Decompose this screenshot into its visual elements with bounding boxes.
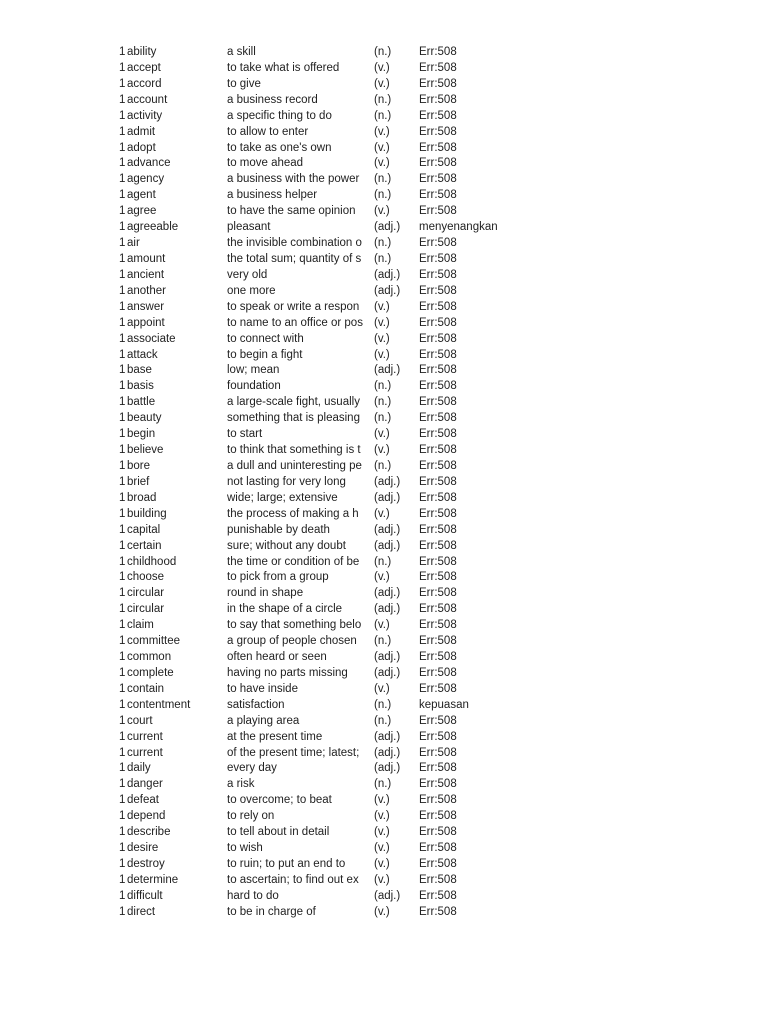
level-cell: 1 [119, 189, 126, 202]
definition-cell: the time or condition of be [227, 555, 360, 568]
part-of-speech-cell: (v.) [374, 141, 390, 154]
word-cell: believe [127, 444, 164, 457]
level-cell: 1 [119, 666, 126, 679]
part-of-speech-cell: (v.) [374, 858, 390, 871]
definition-cell: a specific thing to do [227, 109, 332, 122]
definition-cell: sure; without any doubt [227, 539, 346, 552]
definition-cell: one more [227, 284, 276, 297]
definition-cell: a dull and uninteresting pe [227, 459, 362, 472]
word-cell: battle [127, 396, 156, 409]
part-of-speech-cell: (v.) [374, 444, 390, 457]
word-cell: another [127, 284, 167, 297]
word-cell: current [127, 746, 163, 759]
word-cell: base [127, 364, 152, 377]
part-of-speech-cell: (v.) [374, 810, 390, 823]
part-of-speech-cell: (v.) [374, 428, 390, 441]
word-cell: basis [127, 380, 154, 393]
level-cell: 1 [119, 842, 126, 855]
part-of-speech-cell: (n.) [374, 714, 392, 727]
level-cell: 1 [119, 141, 126, 154]
definition-cell: foundation [227, 380, 281, 393]
level-cell: 1 [119, 539, 126, 552]
part-of-speech-cell: (adj.) [374, 730, 401, 743]
part-of-speech-cell: (adj.) [374, 221, 401, 234]
level-cell: 1 [119, 794, 126, 807]
part-of-speech-cell: (n.) [374, 380, 392, 393]
word-cell: accord [127, 77, 162, 90]
translation-cell: Err:508 [419, 858, 457, 871]
word-cell: committee [127, 635, 181, 648]
level-cell: 1 [119, 109, 126, 122]
part-of-speech-cell: (v.) [374, 794, 390, 807]
level-cell: 1 [119, 412, 126, 425]
word-cell: advance [127, 157, 171, 170]
definition-cell: having no parts missing [227, 666, 348, 679]
word-cell: accept [127, 61, 161, 74]
translation-cell: Err:508 [419, 539, 457, 552]
definition-cell: in the shape of a circle [227, 603, 343, 616]
level-cell: 1 [119, 635, 126, 648]
translation-cell: Err:508 [419, 284, 457, 297]
level-cell: 1 [119, 300, 126, 313]
level-cell: 1 [119, 61, 126, 74]
word-cell: agree [127, 205, 157, 218]
translation-cell: Err:508 [419, 348, 457, 361]
word-cell: attack [127, 348, 158, 361]
definition-cell: to allow to enter [227, 125, 309, 138]
translation-cell: Err:508 [419, 826, 457, 839]
level-cell: 1 [119, 619, 126, 632]
word-cell: adopt [127, 141, 156, 154]
word-cell: admit [127, 125, 156, 138]
translation-cell: Err:508 [419, 873, 457, 886]
definition-cell: wide; large; extensive [227, 491, 338, 504]
definition-cell: to ruin; to put an end to [227, 858, 346, 871]
translation-cell: Err:508 [419, 635, 457, 648]
word-cell: complete [127, 666, 174, 679]
translation-cell: Err:508 [419, 491, 457, 504]
translation-cell: menyenangkan [419, 221, 498, 234]
level-cell: 1 [119, 778, 126, 791]
part-of-speech-cell: (v.) [374, 316, 390, 329]
part-of-speech-cell: (v.) [374, 77, 390, 90]
definition-cell: hard to do [227, 889, 279, 902]
level-cell: 1 [119, 889, 126, 902]
definition-cell: satisfaction [227, 698, 285, 711]
translation-cell: Err:508 [419, 380, 457, 393]
definition-cell: the invisible combination o [227, 237, 362, 250]
definition-cell: to wish [227, 842, 263, 855]
translation-cell: Err:508 [419, 268, 457, 281]
word-cell: contain [127, 682, 165, 695]
translation-cell: Err:508 [419, 603, 457, 616]
definition-cell: not lasting for very long [227, 475, 346, 488]
definition-cell: something that is pleasing [227, 412, 360, 425]
level-cell: 1 [119, 555, 126, 568]
level-cell: 1 [119, 651, 126, 664]
translation-cell: Err:508 [419, 428, 457, 441]
level-cell: 1 [119, 507, 126, 520]
word-cell: circular [127, 587, 165, 600]
word-cell: difficult [127, 889, 163, 902]
definition-cell: to say that something belo [227, 619, 362, 632]
word-cell: appoint [127, 316, 165, 329]
translation-cell: Err:508 [419, 332, 457, 345]
part-of-speech-cell: (v.) [374, 826, 390, 839]
translation-cell: Err:508 [419, 444, 457, 457]
level-cell: 1 [119, 46, 126, 58]
part-of-speech-cell: (adj.) [374, 762, 401, 775]
translation-cell: Err:508 [419, 842, 457, 855]
level-cell: 1 [119, 173, 126, 186]
translation-cell: Err:508 [419, 619, 457, 632]
word-cell: bore [127, 459, 151, 472]
part-of-speech-cell: (n.) [374, 698, 392, 711]
definition-cell: of the present time; latest; [227, 746, 360, 759]
translation-cell: Err:508 [419, 61, 457, 74]
definition-cell: to give [227, 77, 261, 90]
part-of-speech-cell: (adj.) [374, 268, 401, 281]
definition-cell: pleasant [227, 221, 271, 234]
level-cell: 1 [119, 428, 126, 441]
level-cell: 1 [119, 93, 126, 106]
definition-cell: often heard or seen [227, 651, 327, 664]
translation-cell: Err:508 [419, 730, 457, 743]
translation-cell: kepuasan [419, 698, 469, 711]
level-cell: 1 [119, 571, 126, 584]
level-cell: 1 [119, 826, 126, 839]
part-of-speech-cell: (v.) [374, 619, 390, 632]
definition-cell: low; mean [227, 364, 280, 377]
translation-cell: Err:508 [419, 412, 457, 425]
definition-cell: a risk [227, 778, 255, 791]
definition-cell: a playing area [227, 714, 300, 727]
translation-cell: Err:508 [419, 746, 457, 759]
translation-cell: Err:508 [419, 77, 457, 90]
level-cell: 1 [119, 237, 126, 250]
part-of-speech-cell: (n.) [374, 635, 392, 648]
definition-cell: to take what is offered [227, 61, 340, 74]
level-cell: 1 [119, 873, 126, 886]
translation-cell: Err:508 [419, 157, 457, 170]
part-of-speech-cell: (v.) [374, 348, 390, 361]
part-of-speech-cell: (adj.) [374, 746, 401, 759]
word-cell: certain [127, 539, 162, 552]
part-of-speech-cell: (v.) [374, 205, 390, 218]
part-of-speech-cell: (v.) [374, 571, 390, 584]
definition-cell: a business helper [227, 189, 318, 202]
definition-cell: to speak or write a respon [227, 300, 360, 313]
level-cell: 1 [119, 252, 126, 265]
level-cell: 1 [119, 587, 126, 600]
translation-cell: Err:508 [419, 364, 457, 377]
definition-cell: a large-scale fight, usually [227, 396, 360, 409]
part-of-speech-cell: (n.) [374, 173, 392, 186]
word-cell: air [127, 237, 140, 250]
translation-cell: Err:508 [419, 810, 457, 823]
definition-cell: every day [227, 762, 277, 775]
word-cell: brief [127, 475, 150, 488]
word-cell: defeat [127, 794, 159, 807]
translation-cell: Err:508 [419, 794, 457, 807]
level-cell: 1 [119, 125, 126, 138]
level-cell: 1 [119, 730, 126, 743]
word-cell: court [127, 714, 153, 727]
part-of-speech-cell: (adj.) [374, 539, 401, 552]
definition-cell: to have inside [227, 682, 298, 695]
part-of-speech-cell: (v.) [374, 61, 390, 74]
part-of-speech-cell: (adj.) [374, 364, 401, 377]
part-of-speech-cell: (n.) [374, 109, 392, 122]
definition-cell: a business record [227, 93, 318, 106]
word-cell: describe [127, 826, 171, 839]
word-cell: capital [127, 523, 161, 536]
word-cell: contentment [127, 698, 191, 711]
translation-cell: Err:508 [419, 507, 457, 520]
word-cell: desire [127, 842, 159, 855]
word-cell: building [127, 507, 167, 520]
level-cell: 1 [119, 348, 126, 361]
definition-cell: the process of making a h [227, 507, 359, 520]
definition-cell: to overcome; to beat [227, 794, 332, 807]
level-cell: 1 [119, 475, 126, 488]
translation-cell: Err:508 [419, 905, 457, 918]
word-cell: broad [127, 491, 157, 504]
definition-cell: to start [227, 428, 263, 441]
part-of-speech-cell: (adj.) [374, 889, 401, 902]
part-of-speech-cell: (adj.) [374, 651, 401, 664]
translation-cell: Err:508 [419, 651, 457, 664]
part-of-speech-cell: (n.) [374, 46, 392, 58]
level-cell: 1 [119, 714, 126, 727]
definition-cell: to be in charge of [227, 905, 316, 918]
translation-cell: Err:508 [419, 682, 457, 695]
translation-cell: Err:508 [419, 523, 457, 536]
definition-cell: to think that something is t [227, 444, 361, 457]
definition-cell: to pick from a group [227, 571, 329, 584]
level-cell: 1 [119, 157, 126, 170]
definition-cell: to connect with [227, 332, 304, 345]
part-of-speech-cell: (adj.) [374, 475, 401, 488]
part-of-speech-cell: (n.) [374, 252, 392, 265]
translation-cell: Err:508 [419, 252, 457, 265]
definition-cell: punishable by death [227, 523, 330, 536]
level-cell: 1 [119, 444, 126, 457]
level-cell: 1 [119, 380, 126, 393]
part-of-speech-cell: (adj.) [374, 523, 401, 536]
level-cell: 1 [119, 332, 126, 345]
translation-cell: Err:508 [419, 762, 457, 775]
definition-cell: to have the same opinion [227, 205, 356, 218]
translation-cell: Err:508 [419, 889, 457, 902]
translation-cell: Err:508 [419, 141, 457, 154]
word-cell: direct [127, 905, 156, 918]
translation-cell: Err:508 [419, 109, 457, 122]
translation-cell: Err:508 [419, 125, 457, 138]
level-cell: 1 [119, 221, 126, 234]
word-cell: daily [127, 762, 151, 775]
translation-cell: Err:508 [419, 475, 457, 488]
level-cell: 1 [119, 905, 126, 918]
translation-cell: Err:508 [419, 666, 457, 679]
translation-cell: Err:508 [419, 571, 457, 584]
definition-cell: to move ahead [227, 157, 304, 170]
word-cell: agency [127, 173, 165, 186]
word-cell: beauty [127, 412, 162, 425]
part-of-speech-cell: (n.) [374, 237, 392, 250]
level-cell: 1 [119, 746, 126, 759]
level-cell: 1 [119, 523, 126, 536]
word-cell: childhood [127, 555, 177, 568]
part-of-speech-cell: (adj.) [374, 603, 401, 616]
translation-cell: Err:508 [419, 189, 457, 202]
part-of-speech-cell: (v.) [374, 905, 390, 918]
translation-cell: Err:508 [419, 205, 457, 218]
word-cell: ability [127, 46, 157, 58]
word-cell: current [127, 730, 163, 743]
part-of-speech-cell: (v.) [374, 507, 390, 520]
level-cell: 1 [119, 77, 126, 90]
translation-cell: Err:508 [419, 555, 457, 568]
word-cell: begin [127, 428, 156, 441]
level-cell: 1 [119, 682, 126, 695]
translation-cell: Err:508 [419, 459, 457, 472]
word-cell: choose [127, 571, 165, 584]
part-of-speech-cell: (v.) [374, 157, 390, 170]
level-cell: 1 [119, 396, 126, 409]
definition-cell: the total sum; quantity of s [227, 252, 362, 265]
definition-cell: round in shape [227, 587, 304, 600]
definition-cell: to ascertain; to find out ex [227, 873, 359, 886]
word-cell: answer [127, 300, 165, 313]
definition-cell: very old [227, 268, 268, 281]
word-cell: activity [127, 109, 163, 122]
definition-cell: to tell about in detail [227, 826, 330, 839]
definition-cell: to take as one's own [227, 141, 332, 154]
word-cell: determine [127, 873, 179, 886]
part-of-speech-cell: (v.) [374, 842, 390, 855]
word-cell: agreeable [127, 221, 179, 234]
word-cell: claim [127, 619, 154, 632]
word-cell: circular [127, 603, 165, 616]
part-of-speech-cell: (n.) [374, 412, 392, 425]
definition-cell: to name to an office or pos [227, 316, 363, 329]
part-of-speech-cell: (n.) [374, 396, 392, 409]
translation-cell: Err:508 [419, 778, 457, 791]
translation-cell: Err:508 [419, 316, 457, 329]
translation-cell: Err:508 [419, 300, 457, 313]
part-of-speech-cell: (v.) [374, 332, 390, 345]
part-of-speech-cell: (adj.) [374, 666, 401, 679]
word-cell: amount [127, 252, 166, 265]
part-of-speech-cell: (n.) [374, 778, 392, 791]
level-cell: 1 [119, 364, 126, 377]
definition-cell: to rely on [227, 810, 275, 823]
level-cell: 1 [119, 491, 126, 504]
part-of-speech-cell: (adj.) [374, 284, 401, 297]
definition-cell: a business with the power [227, 173, 360, 186]
translation-cell: Err:508 [419, 396, 457, 409]
translation-cell: Err:508 [419, 46, 457, 58]
translation-cell: Err:508 [419, 93, 457, 106]
part-of-speech-cell: (adj.) [374, 491, 401, 504]
translation-cell: Err:508 [419, 714, 457, 727]
level-cell: 1 [119, 603, 126, 616]
word-cell: danger [127, 778, 163, 791]
translation-cell: Err:508 [419, 173, 457, 186]
word-cell: common [127, 651, 172, 664]
part-of-speech-cell: (v.) [374, 682, 390, 695]
word-cell: destroy [127, 858, 165, 871]
level-cell: 1 [119, 284, 126, 297]
word-cell: depend [127, 810, 166, 823]
word-cell: agent [127, 189, 156, 202]
part-of-speech-cell: (n.) [374, 189, 392, 202]
word-cell: ancient [127, 268, 165, 281]
part-of-speech-cell: (adj.) [374, 587, 401, 600]
level-cell: 1 [119, 762, 126, 775]
part-of-speech-cell: (n.) [374, 555, 392, 568]
level-cell: 1 [119, 205, 126, 218]
part-of-speech-cell: (v.) [374, 300, 390, 313]
word-cell: associate [127, 332, 176, 345]
definition-cell: to begin a fight [227, 348, 303, 361]
part-of-speech-cell: (v.) [374, 125, 390, 138]
part-of-speech-cell: (n.) [374, 93, 392, 106]
word-cell: account [127, 93, 168, 106]
part-of-speech-cell: (n.) [374, 459, 392, 472]
part-of-speech-cell: (v.) [374, 873, 390, 886]
level-cell: 1 [119, 316, 126, 329]
level-cell: 1 [119, 698, 126, 711]
level-cell: 1 [119, 268, 126, 281]
level-cell: 1 [119, 810, 126, 823]
definition-cell: a skill [227, 46, 256, 58]
definition-cell: a group of people chosen [227, 635, 357, 648]
translation-cell: Err:508 [419, 587, 457, 600]
translation-cell: Err:508 [419, 237, 457, 250]
level-cell: 1 [119, 858, 126, 871]
level-cell: 1 [119, 459, 126, 472]
definition-cell: at the present time [227, 730, 323, 743]
